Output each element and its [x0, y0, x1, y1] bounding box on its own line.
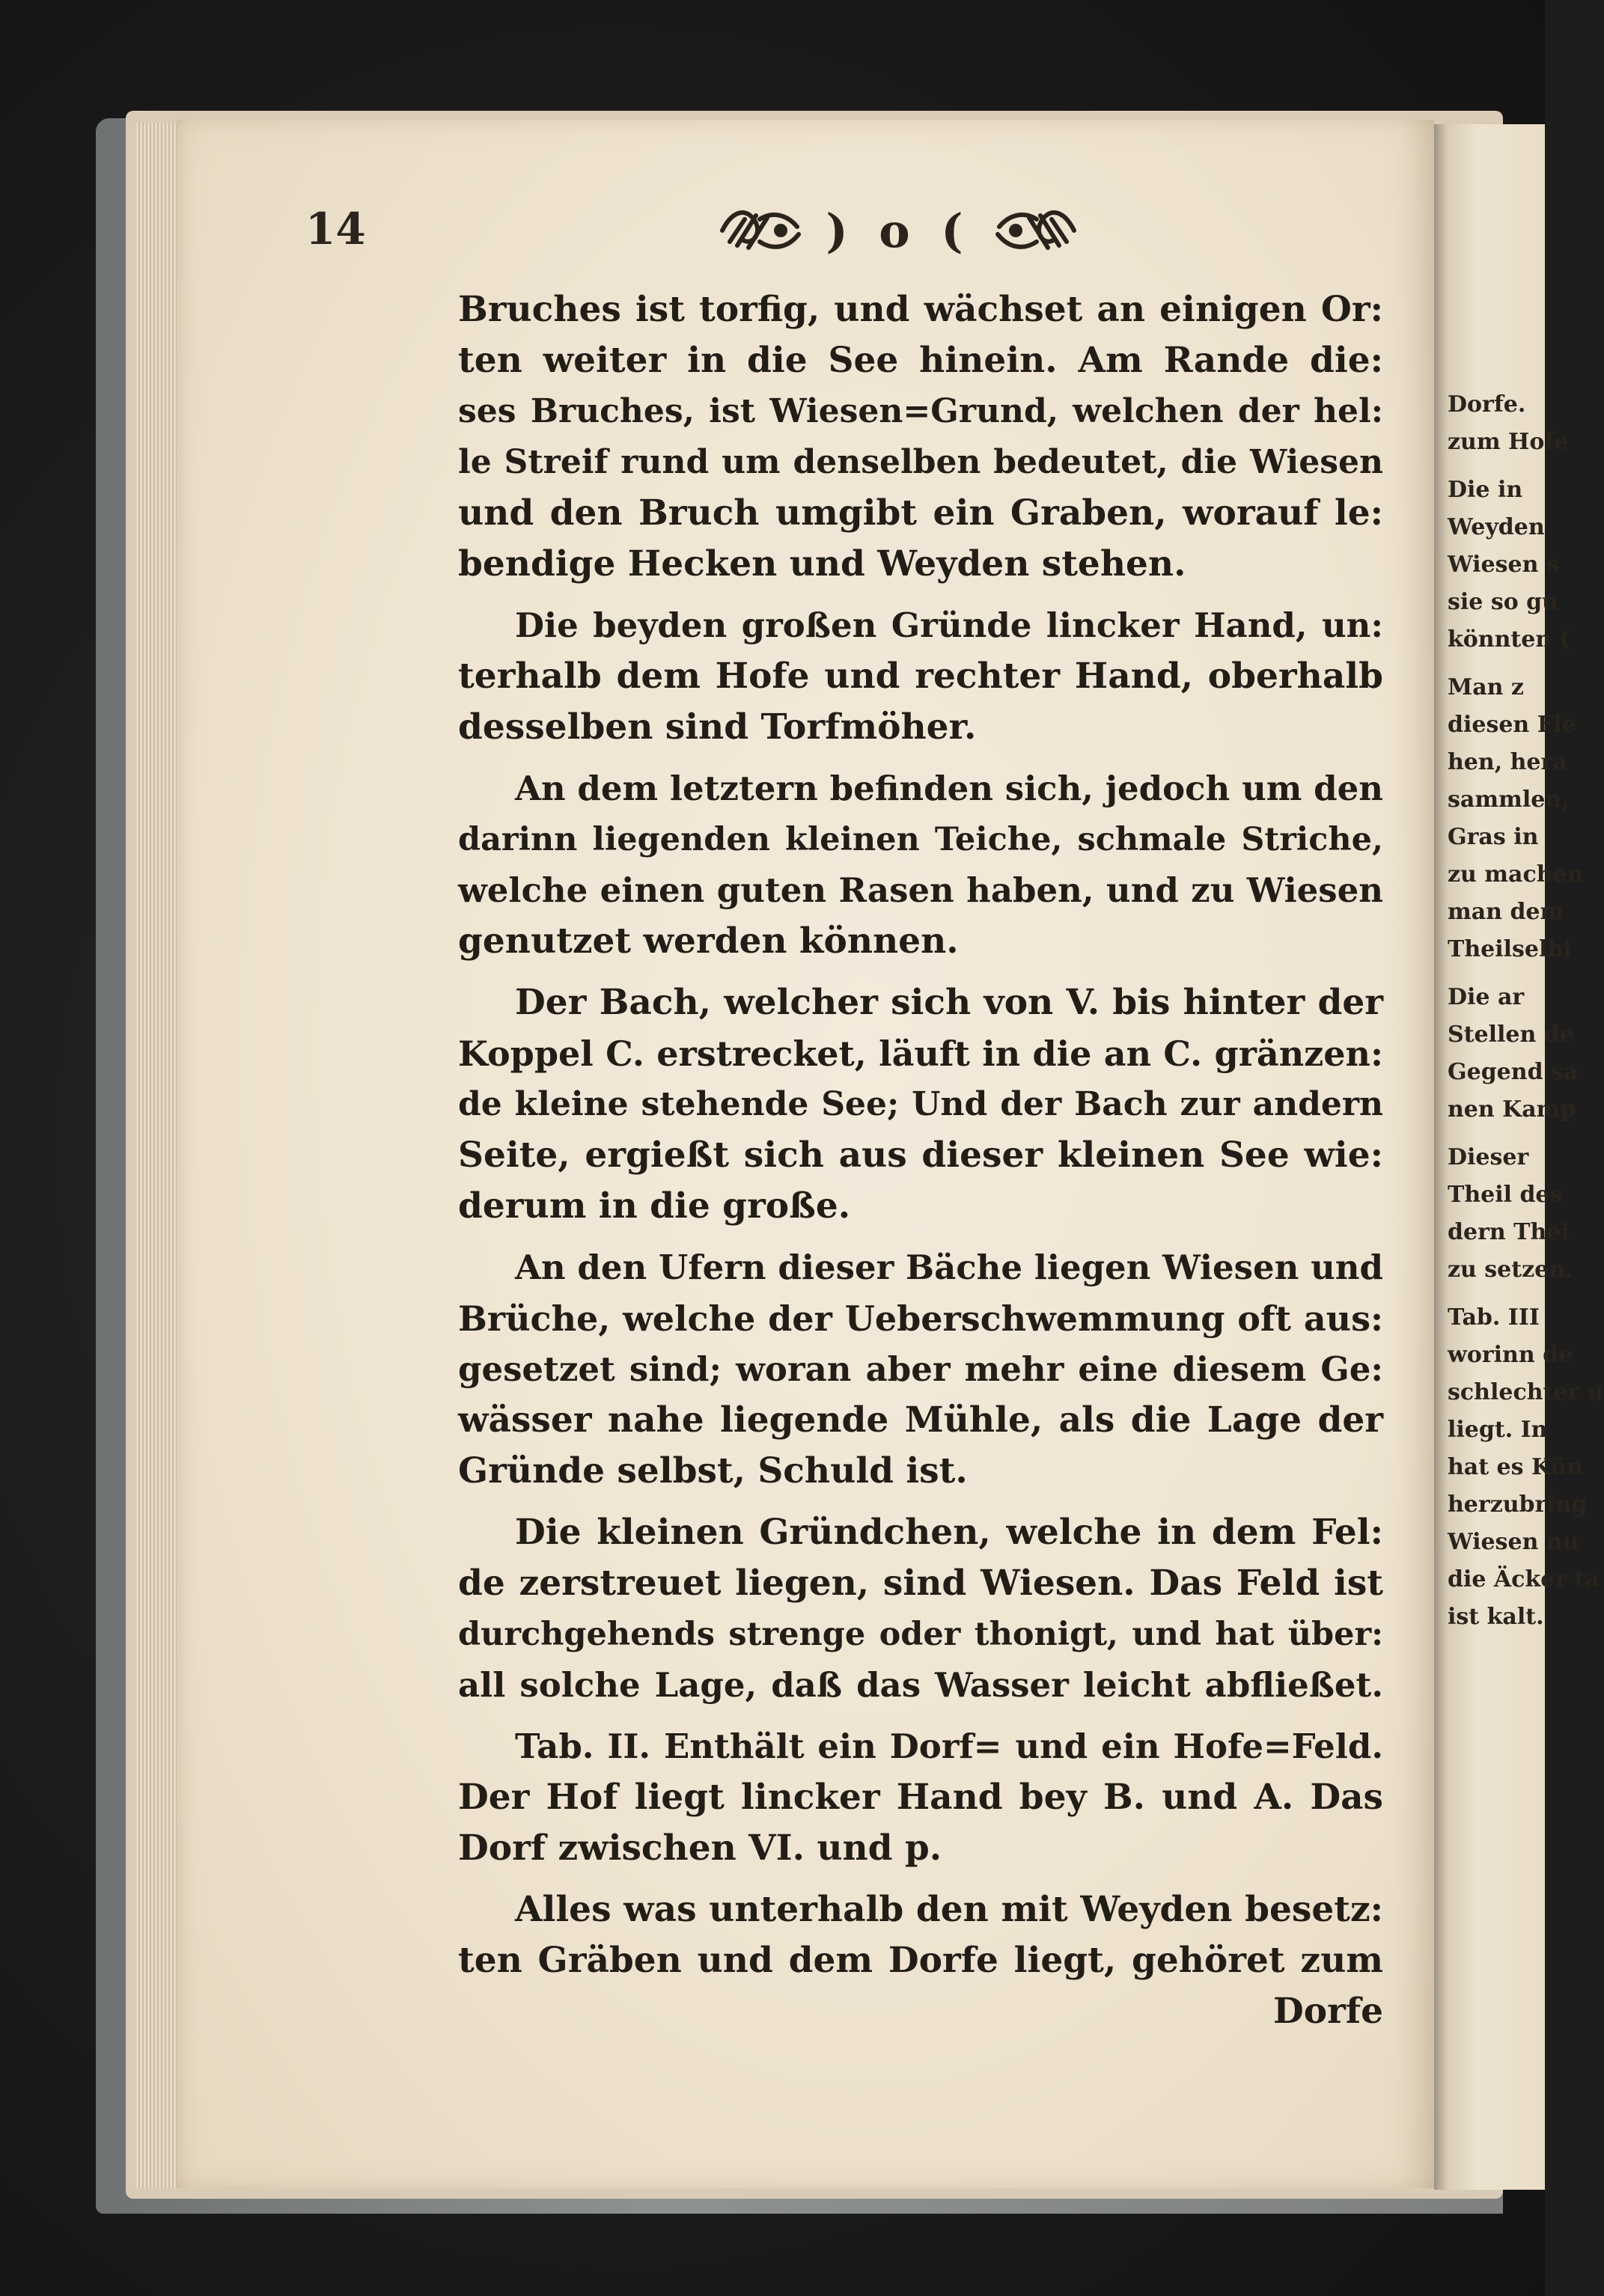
facing-page-line: worinn de [1448, 1342, 1573, 1368]
text-line: Gründe selbst, Schuld ist. [458, 1450, 968, 1492]
paragraph-alles [458, 1884, 1383, 2037]
text-line: Der Bach, welcher sich von V. bis hinter der [515, 982, 1383, 1023]
text-line: darinn liegenden kleinen Teiche, schmale Striche, [458, 821, 1383, 858]
text-line: terhalb dem Hofe und rechter Hand, oberhalb [458, 656, 1383, 697]
facing-page-gap [1448, 968, 1552, 979]
facing-page-line: Wiesen s [1448, 552, 1559, 578]
text-line: Seite, ergießt sich aus dieser kleinen See wie: [458, 1135, 1383, 1176]
facing-page-line: Man z [1448, 674, 1524, 700]
text-line: und den Bruch umgibt ein Graben, worauf le: [458, 492, 1383, 534]
facing-page-line: Die in [1448, 477, 1523, 503]
facing-page-text [1448, 386, 1604, 1636]
facing-page-line: zu machen [1448, 861, 1584, 888]
facing-page [1434, 124, 1604, 2190]
text-line: welche einen guten Rasen haben, und zu Wiesen [458, 870, 1383, 910]
page-stack-edges [136, 123, 178, 2188]
text-line: wässer nahe liegende Mühle, als die Lage der [458, 1399, 1383, 1441]
text-line: de kleine stehende See; Und der Bach zur andern [458, 1085, 1383, 1123]
facing-page-line: Stellen de [1448, 1022, 1574, 1048]
facing-page-line: Gras in [1448, 824, 1539, 850]
paragraph-letztern [458, 763, 1383, 967]
flourish-right-icon [992, 204, 1082, 257]
text-line: Die beyden großen Gründe lincker Hand, un: [515, 605, 1383, 645]
facing-page-line: diesen Fle [1448, 712, 1576, 738]
facing-page-line: zu setzen. [1448, 1257, 1573, 1283]
paragraph-bach [458, 977, 1383, 1232]
text-line: An dem letztern befinden sich, jedoch um den [515, 769, 1383, 808]
text-line: all solche Lage, daß das Wasser leicht abfließet. [458, 1665, 1383, 1705]
text-line: Dorf zwischen VI. und p. [458, 1828, 942, 1869]
text-line: derum in die große. [458, 1185, 851, 1227]
facing-page-line: Gegend sa [1448, 1059, 1579, 1085]
facing-page-line: hat es Kün [1448, 1454, 1584, 1480]
facing-page-line: Dorfe. [1448, 391, 1526, 418]
facing-page-line: die Äcker ta [1448, 1566, 1600, 1593]
facing-page-line: sie so gu [1448, 589, 1558, 615]
paragraph-ufern [458, 1242, 1383, 1497]
text-line: Koppel C. erstrecket, läuft in die an C. gränzen: [458, 1033, 1383, 1074]
text-line: ten Gräben und dem Dorfe liegt, gehöret zum [458, 1940, 1383, 1981]
text-line: desselben sind Torfmöher. [458, 706, 977, 748]
facing-page-line: könnten ( [1448, 626, 1570, 653]
text-line: le Streif rund um denselben bedeutet, die Wiesen [458, 443, 1383, 481]
facing-page-gap [1448, 1289, 1552, 1299]
text-line: Tab. II. Enthält ein Dorf= und ein Hofe=Feld. [515, 1726, 1383, 1766]
page-body-text [458, 284, 1383, 2037]
facing-page-line: Theil des [1448, 1182, 1563, 1208]
facing-page-line: ist kalt. [1448, 1604, 1544, 1630]
facing-page-line: Weyden [1448, 514, 1545, 540]
text-line: ses Bruches, ist Wiesen=Grund, welchen der hel: [458, 392, 1383, 430]
text-line: durchgehends strenge oder thonigt, und hat über: [458, 1616, 1383, 1653]
text-line: Die kleinen Gründchen, welche in dem Fel: [515, 1512, 1383, 1553]
facing-page-line: Die ar [1448, 984, 1525, 1010]
facing-page-line: Theilselbi [1448, 936, 1572, 962]
facing-page-gap [1448, 461, 1552, 471]
paragraph-gruende [458, 600, 1383, 753]
text-line: ten weiter in die See hinein. Am Rande die: [458, 340, 1383, 381]
facing-page-line: zum Hofe [1448, 429, 1569, 455]
facing-page-gap [1448, 1129, 1552, 1139]
facing-page-line: Wiesen nu [1448, 1529, 1579, 1555]
facing-page-line: nen Kamp [1448, 1096, 1576, 1123]
facing-page-line: hen, hera [1448, 749, 1567, 775]
text-line: Brüche, welche der Ueberschwemmung oft aus: [458, 1298, 1383, 1339]
ornament-text: ) o ( [826, 203, 971, 258]
facing-page-line: schlechter u [1448, 1379, 1604, 1405]
text-line: gesetzet sind; woran aber mehr eine diesem Ge: [458, 1349, 1383, 1389]
page-number: 14 [305, 204, 366, 254]
facing-page-gap [1448, 659, 1552, 669]
facing-page-line: dern Thei [1448, 1219, 1570, 1245]
header-ornament [696, 199, 1100, 262]
paragraph-bruch [458, 284, 1383, 590]
text-line: genutzet werden können. [458, 920, 959, 962]
facing-page-line: Tab. III [1448, 1304, 1540, 1331]
flourish-left-icon [715, 204, 805, 257]
facing-page-line: man dem [1448, 899, 1564, 925]
text-line: Alles was unterhalb den mit Weyden besetz: [515, 1889, 1383, 1930]
paragraph-kleinen [458, 1507, 1383, 1711]
facing-page-line: liegt. In [1448, 1417, 1548, 1443]
text-line: Der Hof liegt lincker Hand bey B. und A. Das [458, 1777, 1383, 1818]
facing-page-line: herzubring [1448, 1492, 1588, 1518]
text-line: de zerstreuet liegen, sind Wiesen. Das Feld ist [458, 1563, 1383, 1604]
text-line: bendige Hecken und Weyden stehen. [458, 543, 1186, 584]
text-line: Bruches ist torfig, und wächset an einigen Or: [458, 289, 1383, 330]
paragraph-tab2 [458, 1721, 1383, 1874]
text-line: An den Ufern dieser Bäche liegen Wiesen und [515, 1248, 1383, 1287]
catchword: Dorfe [1273, 1991, 1383, 2032]
facing-page-line: sammlen, [1448, 787, 1570, 813]
facing-page-line: Dieser [1448, 1144, 1529, 1170]
